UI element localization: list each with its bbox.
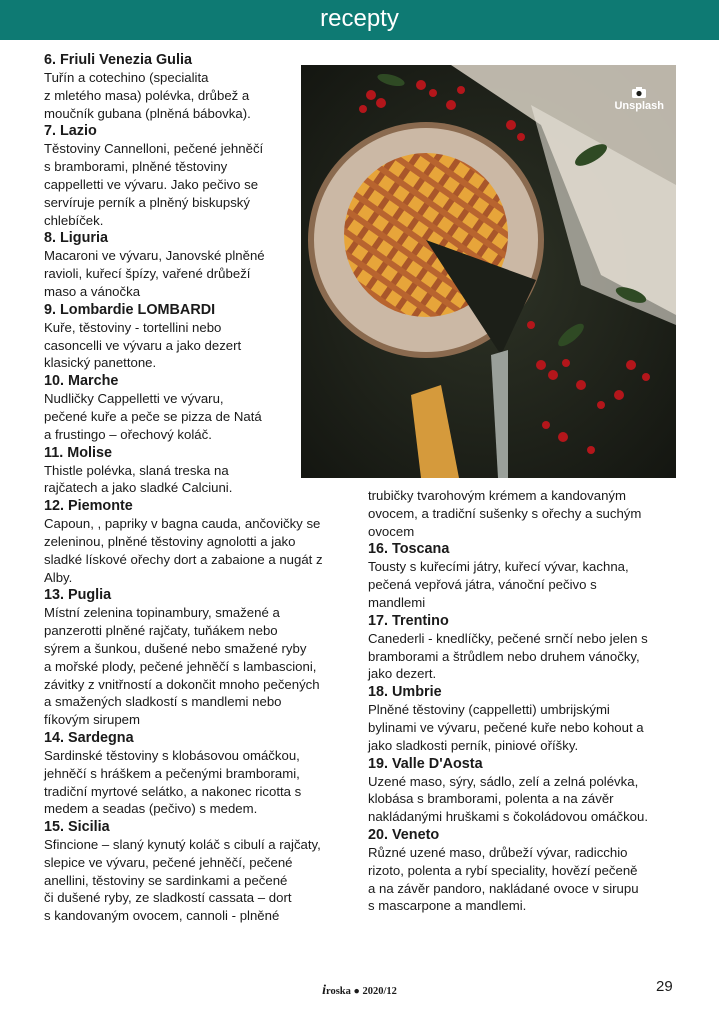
region-text: Sfincione – slaný kynutý koláč s cibulí a rajčaty, slepice ve vývaru, pečené jehněčí, pečené anellini, těstoviny se sardinkami a pečené či dušené ryby, ze sladkostí cassata – dort s kandovaným ovocem, cannoli - plněné bbox=[44, 837, 321, 924]
region-text: Canederli - knedlíčky, pečené srnčí nebo jelen s bramborami a štrůdlem nebo druhem vánočky, jako dezert. bbox=[368, 630, 648, 682]
region-heading: 18. Umbrie bbox=[368, 684, 442, 701]
region-entry bbox=[44, 729, 359, 818]
region-heading: 9. Lombardie LOMBARDI bbox=[44, 301, 216, 318]
region-entry bbox=[44, 586, 359, 729]
region-heading: 13. Puglia bbox=[44, 587, 112, 604]
page-number: 29 bbox=[656, 978, 673, 995]
camera-icon bbox=[632, 87, 646, 98]
region-heading: 7. Lazio bbox=[44, 123, 97, 140]
region-heading: 11. Molise bbox=[44, 444, 112, 461]
region-text: Různé uzené maso, drůbeží vývar, radicchio rizoto, polenta a rybí speciality, hovězí pečeně a na závěr pandoro, nakládané ovoce v sirupu s mascarpone a mandlemi. bbox=[368, 844, 639, 914]
logo-name: roska bbox=[325, 986, 351, 997]
region-entry bbox=[368, 540, 686, 611]
region-text: Thistle polévka, slaná treska na rajčatech a jako sladké Calciuni. bbox=[44, 462, 233, 496]
region-heading: 12. Piemonte bbox=[44, 498, 133, 515]
region-heading: 8. Liguria bbox=[44, 230, 108, 247]
region-text: trubičky tvarohovým krémem a kandovaným ovocem, a tradiční sušenky s ořechy a suchým ovocem bbox=[368, 488, 642, 539]
region-entry bbox=[44, 497, 359, 586]
region-text: Tuřín a cotechino (specialita z mletého masa) polévka, drůbež a moučník gubana (plněná bábovka). bbox=[44, 70, 251, 121]
region-entry bbox=[368, 826, 686, 915]
right-column bbox=[368, 487, 686, 915]
region-text: Nudličky Cappelletti ve vývaru, pečené kuře a peče se pizza de Natá a frustingo – ořechový koláč. bbox=[44, 391, 262, 442]
region-text: Plněné těstoviny (cappelletti) umbrijskými bylinami ve vývaru, pečené kuře nebo kohout a jako sladkosti perník, piniové oříšky. bbox=[368, 702, 644, 753]
region-heading: 10. Marche bbox=[44, 373, 119, 390]
region-text: Sardinské těstoviny s klobásovou omáčkou, jehněčí s hráškem a pečenými bramborami, tradiční myrtové selátko, a nakonec ricotta s medem a seadas (pečivo) s medem. bbox=[44, 747, 302, 817]
logo-letter: i bbox=[322, 983, 326, 998]
region-entry bbox=[368, 683, 686, 754]
region-heading: 20. Veneto bbox=[368, 826, 440, 843]
magazine-logo: iroska ● 2020/12 bbox=[322, 983, 397, 998]
photo-credit-label: Unsplash bbox=[614, 100, 664, 112]
region-heading: 16. Toscana bbox=[368, 541, 450, 558]
region-heading: 15. Sicilia bbox=[44, 819, 110, 836]
pie-illustration bbox=[301, 65, 676, 478]
pie-photo bbox=[301, 65, 676, 478]
region-text: Těstoviny Cannelloni, pečené jehněčí s bramborami, plněné těstoviny cappelletti ve vývaru. Jako pečivo se servíruje perník a plněný biskupský chlebíček. bbox=[44, 141, 264, 228]
header-bar bbox=[0, 0, 719, 40]
region-text: Tousty s kuřecími játry, kuřecí vývar, kachna, pečená vepřová játra, vánoční pečivo s mandlemi bbox=[368, 559, 629, 610]
region-entry bbox=[44, 818, 359, 925]
region-heading: 14. Sardegna bbox=[44, 729, 134, 746]
region-text: Místní zelenina topinambury, smažené a panzerotti plněné rajčaty, tuňákem nebo sýrem a šunkou, dušené nebo smažené ryby a mořské plody, pečené jehněčí s lambascioni, závitky z vnitřností a dokončit mnoho pečených a smažených sladkostí s mandlemi nebo fíkovým sirupem bbox=[44, 605, 320, 728]
region-heading: 17. Trentino bbox=[368, 612, 449, 629]
region-entry bbox=[368, 612, 686, 683]
region-text: Uzené maso, sýry, sádlo, zelí a zelná polévka, klobása s bramborami, polenta a na závěr nakládanými hruškami s čokoládovou omáčkou. bbox=[368, 773, 649, 825]
region-entry bbox=[368, 755, 686, 826]
region-heading: 6. Friuli Venezia Gulia bbox=[44, 52, 192, 68]
photo-credit bbox=[614, 87, 664, 112]
region-text: Kuře, těstoviny - tortellini nebo casoncelli ve vývaru a jako dezert klasický panettone. bbox=[44, 319, 242, 371]
region-text: Capoun, , papriky v bagna cauda, ančovičky se zeleninou, plněné těstoviny agnolotti a jako sladké lískové ořechy dort a zabaione a nugát z Alby. bbox=[44, 516, 323, 585]
region-text: Macaroni ve vývaru, Janovské plněné ravioli, kuřecí špízy, vařené drůbeží maso a vánočka bbox=[44, 248, 265, 299]
region-entry bbox=[368, 487, 686, 540]
region-heading: 19. Valle D'Aosta bbox=[368, 755, 483, 772]
issue-label: 2020/12 bbox=[362, 986, 397, 997]
section-title: recepty bbox=[320, 5, 399, 32]
